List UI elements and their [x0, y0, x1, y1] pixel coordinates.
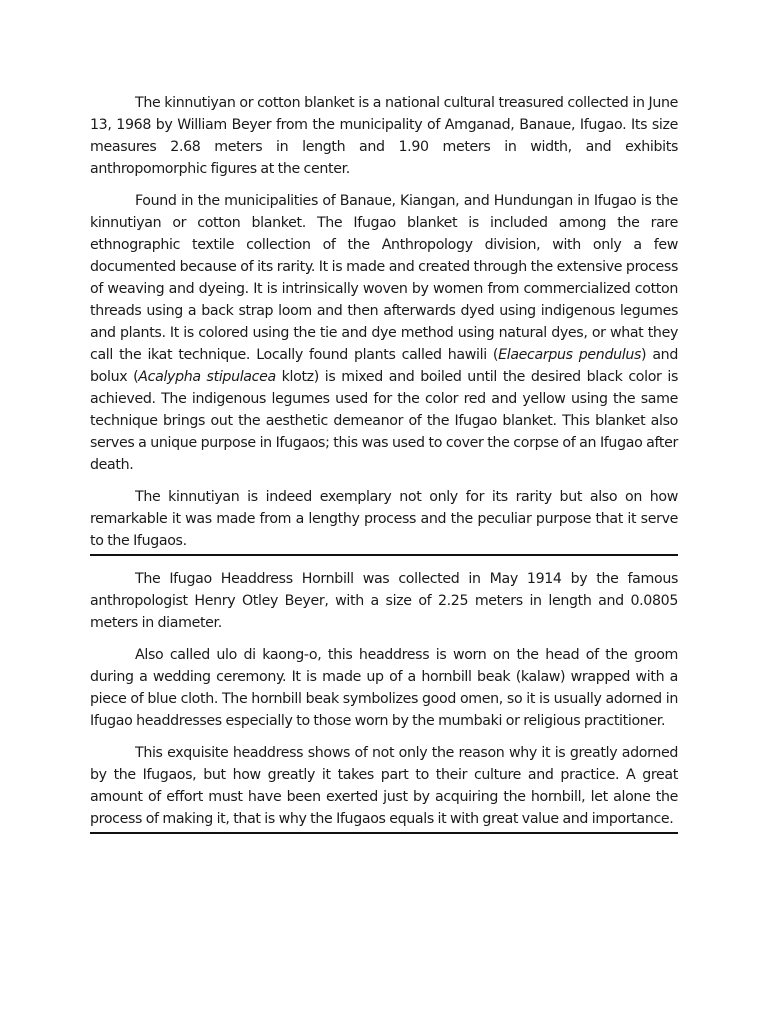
section-divider: [90, 554, 678, 556]
paragraph-headdress-intro: The Ifugao Headdress Hornbill was collected in May 1914 by the famous anthropologist Henry Otley Beyer, with a size of 2.25 meters in length and 0.0805 meters in diameter.: [90, 571, 678, 631]
section-headdress-hornbill: [90, 568, 678, 830]
species-name-elaecarpus: Elaecarpus pendulus: [498, 347, 642, 363]
paragraph-headdress-description: Also called ulo di kaong-o, this headdress is worn on the head of the groom during a wedding ceremony. It is made up of a hornbill beak (kalaw) wrapped with a piece of blue cloth. The hornbill beak symbolizes good omen, so it is usually adorned in Ifugao headdresses especially to those worn by the mumbaki or religious practitioner.: [90, 647, 678, 729]
paragraph-text: klotz) is mixed and boiled until the desired black color is achieved. The indigenous legumes used for the color red and yellow using the same technique brings out the aesthetic demeanor of the Ifugao blanket. This blanket also serves a unique purpose in Ifugaos; this was used to cover the corpse of an Ifugao after death.: [90, 369, 678, 473]
species-name-acalypha: Acalypha stipulacea: [138, 369, 276, 385]
paragraph-headdress-conclusion: This exquisite headdress shows of not only the reason why it is greatly adorned by the Ifugaos, but how greatly it takes part to their culture and practice. A great amount of effort must have been exerted just by acquiring the hornbill, let alone the process of making it, that is why the Ifugaos equals it with great value and importance.: [90, 745, 678, 827]
paragraph-text: ) and bolux (: [90, 347, 678, 385]
paragraph-blanket-description: [90, 190, 678, 476]
paragraph-blanket-conclusion: The kinnutiyan is indeed exemplary not only for its rarity but also on how remarkable it was made from a lengthy process and the peculiar purpose that it serve to the Ifugaos.: [90, 489, 678, 549]
paragraph-blanket-intro: The kinnutiyan or cotton blanket is a national cultural treasured collected in June 13, 1968 by William Beyer from the municipality of Amganad, Banaue, Ifugao. Its size measures 2.68 meters in length and 1.90 meters in width, and exhibits anthropomorphic figures at the center.: [90, 95, 678, 177]
section-divider-end: [90, 832, 678, 834]
paragraph-text: Found in the municipalities of Banaue, Kiangan, and Hundungan in Ifugao is the kinnutiyan or cotton blanket. The Ifugao blanket is included among the rare ethnographic textile collection of the Anthropology division, with only a few documented because of its rarity. It is made and created through the extensive process of weaving and dyeing. It is intrinsically woven by women from commercialized cotton threads using a back strap loom and then afterwards dyed using indigenous legumes and plants. It is colored using the tie and dye method using natural dyes, or what they call the ikat technique. Locally found plants called hawili (: [90, 193, 678, 363]
section-kinnutiyan-blanket: [90, 92, 678, 552]
document-page: [90, 92, 678, 834]
